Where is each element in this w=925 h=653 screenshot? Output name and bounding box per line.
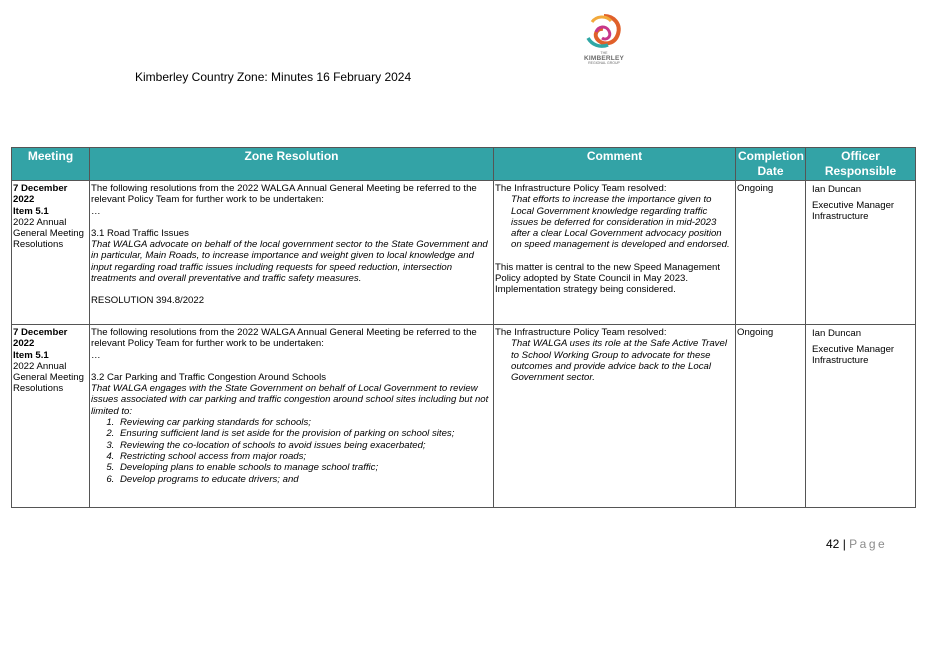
list-item: 5. Developing plans to enable schools to manage school traffic; <box>117 462 492 473</box>
kimberley-logo <box>578 12 630 68</box>
comment-note: This matter is central to the new Speed Management Policy adopted by State Council in May 2023. Implementation strategy being considered. <box>495 261 721 296</box>
page-separator: | <box>842 537 846 551</box>
officer-cell <box>806 181 916 325</box>
resolution-ellipsis: … <box>91 205 101 217</box>
officer-title: Executive Manager Infrastructure <box>812 344 895 366</box>
comment-cell <box>494 181 736 325</box>
meeting-item: Item 5.1 <box>13 349 49 361</box>
meeting-date: 7 December 2022 <box>13 183 68 206</box>
page-word: Page <box>849 537 888 551</box>
officer-title: Executive Manager Infrastructure <box>812 200 895 222</box>
comment-cell <box>494 325 736 508</box>
list-item: 1. Reviewing car parking standards for schools; <box>117 417 492 428</box>
comment-quote: That efforts to increase the importance given to Local Government knowledge regarding traffic issues be deferred for consideration in mid-2023 after a clear Local Government advocacy position on speed management is developed and endorsed. <box>511 194 730 251</box>
officer-name: Ian Duncan <box>812 184 862 195</box>
minutes-table <box>11 147 916 508</box>
completion-cell: Ongoing <box>736 181 806 325</box>
page-number-value: 42 <box>826 537 840 551</box>
meeting-item: Item 5.1 <box>13 205 49 217</box>
completion-cell: Ongoing <box>736 325 806 508</box>
col-header-completion-date: Completion Date <box>736 148 806 181</box>
list-item: 3. Reviewing the co-location of schools to avoid issues being exacerbated; <box>117 440 492 451</box>
resolution-list <box>91 417 492 485</box>
logo-swirl-icon <box>584 12 624 52</box>
table-header-row <box>12 148 916 181</box>
resolution-cell <box>90 181 494 325</box>
meeting-cell <box>12 325 90 508</box>
table-row <box>12 325 916 508</box>
officer-cell <box>806 325 916 508</box>
resolution-ref: RESOLUTION 394.8/2022 <box>91 295 205 307</box>
col-header-meeting: Meeting <box>12 148 90 181</box>
logo-wordmark: THE KIMBERLEY REGIONAL GROUP <box>583 51 625 65</box>
resolution-ellipsis: … <box>91 349 101 361</box>
meeting-desc: 2022 Annual General Meeting Resolutions <box>13 216 84 251</box>
page-number <box>826 537 887 551</box>
meeting-cell <box>12 181 90 325</box>
col-header-officer-responsible: Officer Responsible <box>806 148 916 181</box>
col-header-comment: Comment <box>494 148 736 181</box>
comment-intro: The Infrastructure Policy Team resolved: <box>495 183 667 194</box>
col-header-zone-resolution: Zone Resolution <box>90 148 494 181</box>
resolution-heading: 3.1 Road Traffic Issues <box>91 227 189 239</box>
resolution-heading: 3.2 Car Parking and Traffic Congestion Around Schools <box>91 371 327 383</box>
resolution-intro: The following resolutions from the 2022 WALGA Annual General Meeting be referred to the relevant Policy Team for further work to be undertaken: <box>91 327 477 350</box>
meeting-date: 7 December 2022 <box>13 327 68 350</box>
resolution-body: That WALGA advocate on behalf of the local government sector to the State Government and in particular, Main Roads, to increase importance and weight given to local knowledge and input regarding road traffic issues including requests for speed reduction, intersection treatments and overall preventative and traffic safety measures. <box>91 239 488 285</box>
list-item: 6. Develop programs to educate drivers; and <box>117 474 492 485</box>
list-item: 2. Ensuring sufficient land is set aside for the provision of parking on school sites; <box>117 428 492 439</box>
resolution-intro: The following resolutions from the 2022 WALGA Annual General Meeting be referred to the relevant Policy Team for further work to be undertaken: <box>91 183 477 206</box>
table-row <box>12 181 916 325</box>
document-title: Kimberley Country Zone: Minutes 16 February 2024 <box>135 70 412 84</box>
comment-intro: The Infrastructure Policy Team resolved: <box>495 327 667 338</box>
meeting-desc: 2022 Annual General Meeting Resolutions <box>13 360 84 395</box>
comment-quote: That WALGA uses its role at the Safe Active Travel to School Working Group to advocate for these outcomes and provide advice back to the Local Government sector. <box>511 338 727 384</box>
officer-name: Ian Duncan <box>812 328 862 339</box>
list-item: 4. Restricting school access from major roads; <box>117 451 492 462</box>
resolution-body: That WALGA engages with the State Government on behalf of Local Government to review issues associated with car parking and traffic congestion around school sites including but not limited to: <box>91 383 489 417</box>
resolution-cell <box>90 325 494 508</box>
